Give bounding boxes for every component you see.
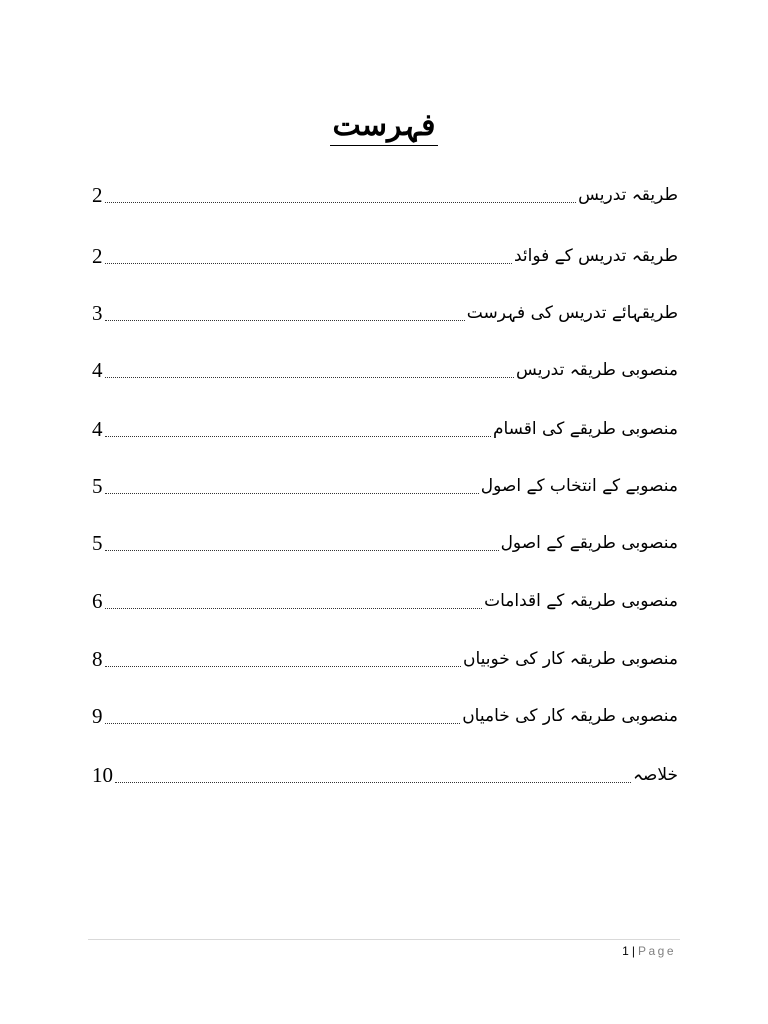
toc-entry-text: طریقہ تدریس [578,185,678,205]
toc-dot-leader [105,320,465,321]
toc-entry-page: 6 [92,589,103,613]
toc-entry [92,292,678,326]
toc-entry-text: منصوبی طریقے کے اصول [500,533,678,553]
toc-dot-leader [105,436,491,437]
toc-entry-page: 2 [92,244,103,268]
toc-entry [92,235,678,269]
toc-entry-page: 2 [92,183,103,207]
toc-entry-text: منصوبی طریقہ کے اقدامات [484,591,678,611]
toc-dot-leader [105,377,515,378]
footer-divider [88,939,680,940]
toc-entry-text: منصوبی طریقہ کار کی خامیاں [462,706,678,726]
toc-title [0,106,768,146]
toc-dot-leader [105,202,577,203]
toc-entry-page: 9 [92,704,103,728]
toc-entry [92,580,678,614]
toc-entry-page: 4 [92,358,103,382]
toc-entry-page: 5 [92,474,103,498]
toc-dot-leader [115,782,631,783]
toc-entry-text: منصوبی طریقے کی اقسام [492,419,678,439]
toc-entry [92,349,678,383]
toc-entry-page: 10 [92,763,113,787]
toc-title-text: فہرست [330,107,437,146]
toc-dot-leader [105,666,461,667]
toc-entry-text: خلاصہ [632,765,678,785]
footer-page-number: 1 [622,944,629,958]
page-footer [622,943,676,959]
toc-entry [92,754,678,788]
toc-dot-leader [105,723,461,724]
footer-page-label: Page [637,944,676,958]
toc-entry-page: 5 [92,531,103,555]
toc-entry [92,522,678,556]
toc-entry [92,174,678,208]
footer-separator: | [631,944,635,958]
toc-dot-leader [105,608,483,609]
toc-entry-text: طریقہ تدریس کے فوائد [513,246,678,266]
toc-entry-text: طریقہائے تدریس کی فہرست [466,303,678,323]
toc-entry [92,638,678,672]
toc-entry-page: 4 [92,417,103,441]
toc-entry-text: منصوبی طریقہ کار کی خوبیاں [462,649,678,669]
toc-entry-page: 3 [92,301,103,325]
toc-entry [92,695,678,729]
toc-entry-page: 8 [92,647,103,671]
toc-entry-text: منصوبے کے انتخاب کے اصول [480,476,678,496]
toc-dot-leader [105,550,499,551]
toc-entry-text: منصوبی طریقہ تدریس [516,360,678,380]
toc-dot-leader [105,263,512,264]
toc-entry [92,465,678,499]
toc-dot-leader [105,493,479,494]
toc-entry [92,408,678,442]
